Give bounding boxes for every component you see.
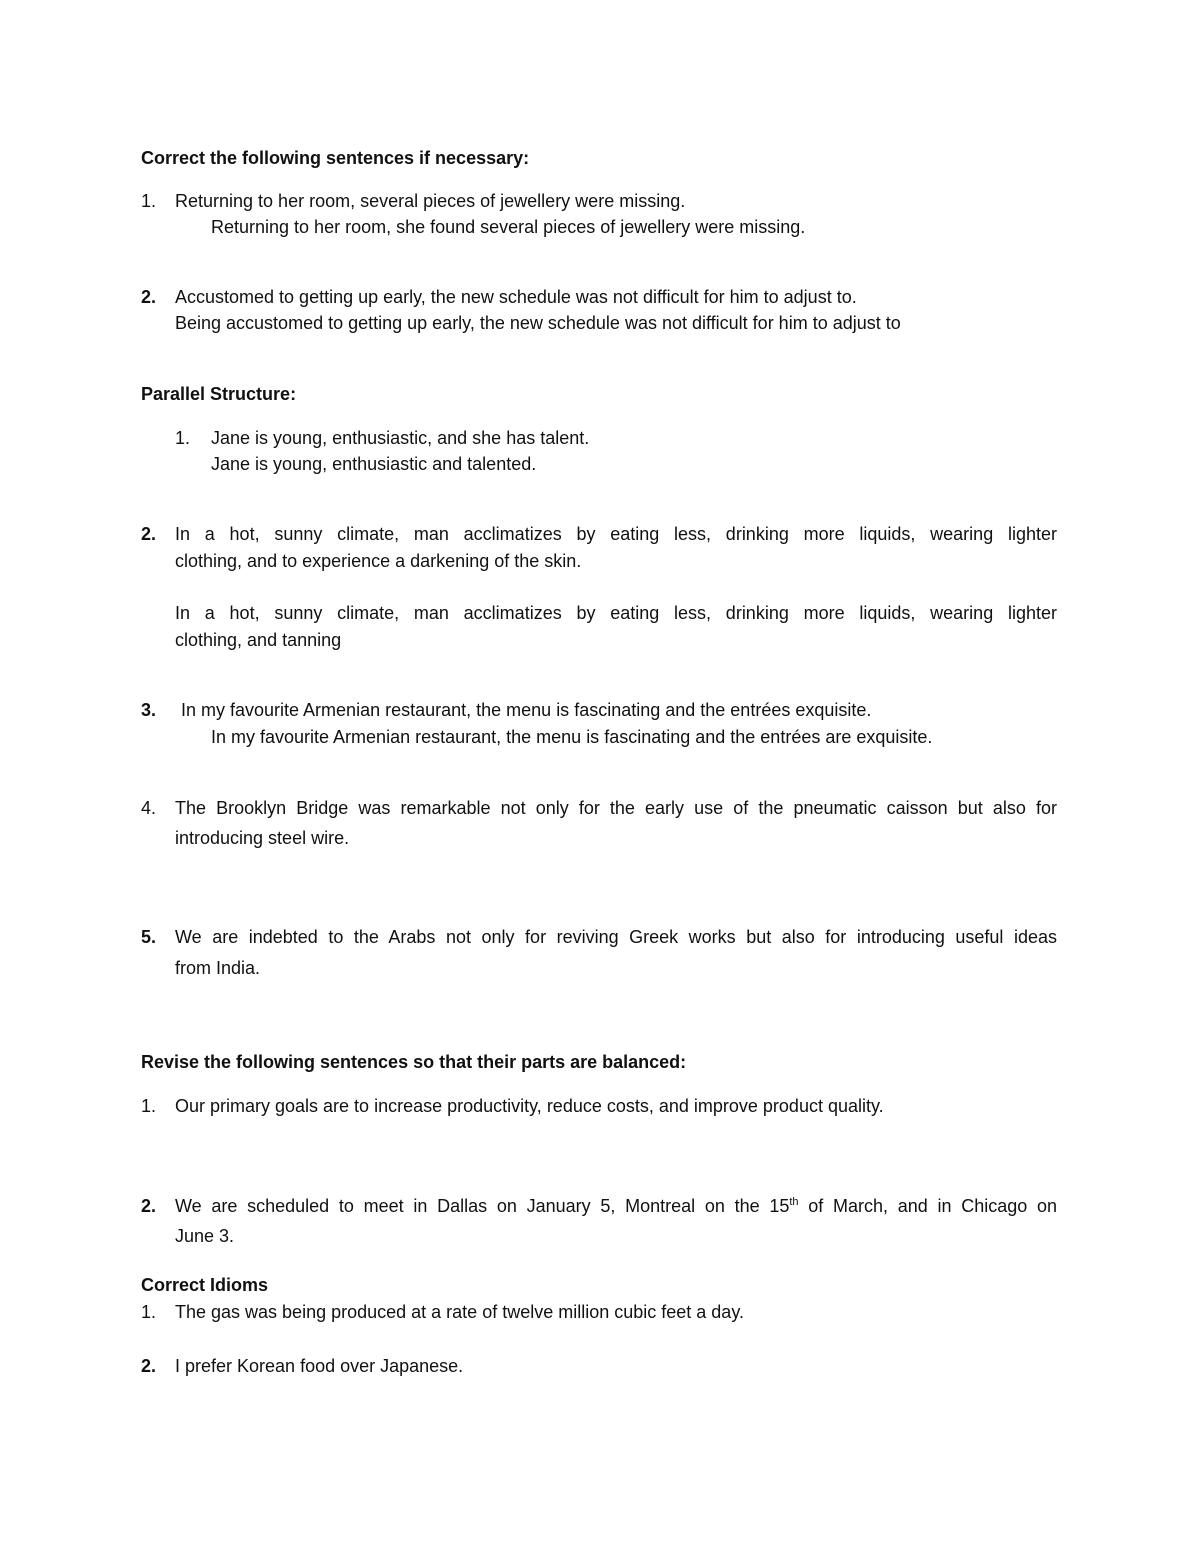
item-number: 3. — [141, 700, 157, 720]
sentence-line: from India. — [175, 958, 261, 978]
item-number: 2. — [141, 524, 157, 544]
sentence-line — [175, 1195, 1057, 1217]
corrected-sentence: In my favourite Armenian restaurant, the menu is fascinating and the entrées are exquisite. — [211, 727, 933, 747]
item-number: 1. — [141, 1096, 157, 1116]
sentence-text: of March, and in Chicago on — [798, 1196, 1057, 1216]
sentence-line: clothing, and to experience a darkening of the skin. — [175, 551, 582, 571]
section-heading: Revise the following sentences so that their parts are balanced: — [141, 1052, 687, 1072]
section-heading: Parallel Structure: — [141, 384, 297, 404]
item-number: 2. — [141, 1196, 157, 1216]
sentence-line: June 3. — [175, 1226, 235, 1246]
sentence: I prefer Korean food over Japanese. — [175, 1356, 464, 1376]
corrected-sentence: Being accustomed to getting up early, the new schedule was not difficult for him to adjust to — [175, 313, 901, 333]
corrected-sentence-line: In a hot, sunny climate, man acclimatizes by eating less, drinking more liquids, wearing lighter — [175, 603, 1057, 623]
sentence: In my favourite Armenian restaurant, the menu is fascinating and the entrées exquisite. — [181, 700, 872, 720]
item-number: 4. — [141, 798, 157, 818]
corrected-sentence-line: clothing, and tanning — [175, 630, 342, 650]
corrected-sentence: Jane is young, enthusiastic and talented. — [211, 454, 537, 474]
sentence: Accustomed to getting up early, the new schedule was not difficult for him to adjust to. — [175, 287, 857, 307]
corrected-sentence: Returning to her room, she found several pieces of jewellery were missing. — [211, 217, 806, 237]
sentence: Returning to her room, several pieces of jewellery were missing. — [175, 191, 686, 211]
ordinal-suffix: th — [789, 1196, 799, 1208]
sentence: Our primary goals are to increase productivity, reduce costs, and improve product quality. — [175, 1096, 884, 1116]
item-number: 1. — [175, 428, 191, 448]
section-heading: Correct Idioms — [141, 1275, 269, 1295]
section-heading: Correct the following sentences if necessary: — [141, 148, 530, 168]
sentence: Jane is young, enthusiastic, and she has talent. — [211, 428, 590, 448]
sentence-line: We are indebted to the Arabs not only for reviving Greek works but also for introducing useful ideas — [175, 927, 1057, 947]
sentence-text: We are scheduled to meet in Dallas on January 5, Montreal on the 15 — [175, 1196, 790, 1216]
sentence-line: The Brooklyn Bridge was remarkable not only for the early use of the pneumatic caisson but also for — [175, 798, 1057, 818]
sentence: The gas was being produced at a rate of twelve million cubic feet a day. — [175, 1302, 744, 1322]
item-number: 2. — [141, 1356, 157, 1376]
sentence-line: In a hot, sunny climate, man acclimatizes by eating less, drinking more liquids, wearing lighter — [175, 524, 1057, 544]
item-number: 1. — [141, 1302, 157, 1322]
item-number: 5. — [141, 927, 157, 947]
item-number: 2. — [141, 287, 157, 307]
item-number: 1. — [141, 191, 157, 211]
sentence-line: introducing steel wire. — [175, 828, 350, 848]
